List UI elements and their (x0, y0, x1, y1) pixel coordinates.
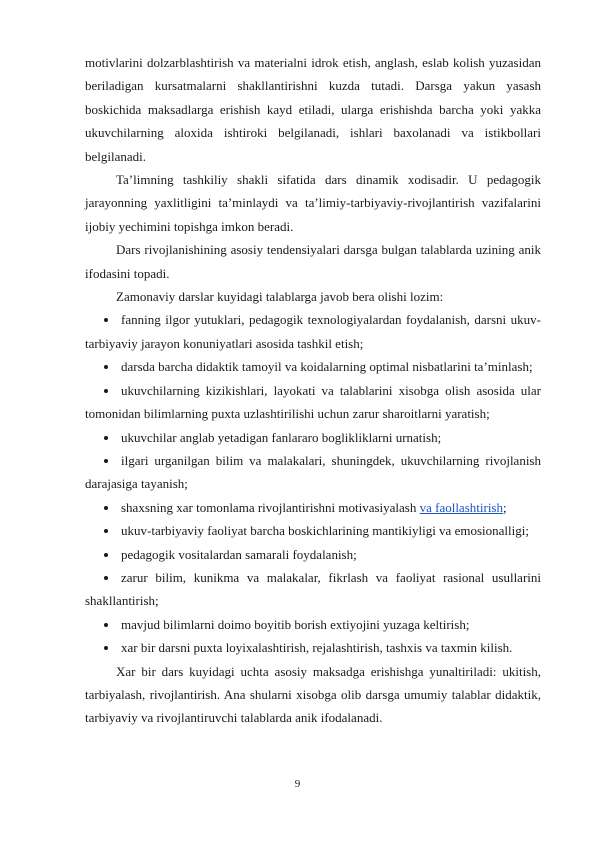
list-item: fanning ilgor yutuklari, pedagogik texnologiyalardan foydalanish, darsni ukuv-tarbiyaviy jarayon konuniyatlari asosida tashkil etish; (85, 312, 541, 351)
paragraph-closing: Xar bir dars kuyidagi uchta asosiy maksadga erishishga yunaltiriladi: ukitish, tarbiyalash, rivojlantirish. Ana shularni xisobga olib darsga umumiy talablar didaktik, tarbiyaviy va rivojlantiruvchi talablarda anik ifodalanadi. (85, 663, 541, 726)
list-item: ukuv-tarbiyaviy faoliyat barcha boskichlarining mantikiyligi va emosionalligi; (85, 519, 541, 542)
bullet-icon (104, 459, 108, 463)
page-number: 9 (294, 778, 301, 790)
list-item: ukuvchilar anglab yetadigan fanlararo boglikliklarni urnatish; (85, 426, 541, 449)
paragraph-intro: motivlarini dolzarblashtirish va materialni idrok etish, anglash, eslab kolish yuzasidan beriladigan kursatmalarni shakllantirishni kuzda tutadi. Darsga yakun yasash boskichida maksadlarga erishish kayd etiladi, ularga erishishda barcha yoki yakka ukuvchilarning aloxida ishtiroki belgilanadi, ishlari baxolanadi va istikbollari belgilanadi. (85, 55, 541, 164)
list-item: xar bir darsni puxta loyixalashtirish, rejalashtirish, tashxis va taxmin kilish. (85, 636, 541, 659)
bullet-icon (104, 365, 108, 369)
paragraph-dars-dinamik: Ta’limning tashkiliy shakli sifatida dars dinamik xodisadir. U pedagogik jarayonning yaxlitligini ta’minlaydi va ta’limiy-tarbiyaviy-rivojlantirish vazifalarini ijobiy yechimini topishga imkon beradi. (85, 172, 541, 234)
document-page (85, 51, 541, 730)
list-item: ilgari urganilgan bilim va malakalari, shuningdek, ukuvchilarning rivojlanish darajasiga tayanish; (85, 452, 541, 492)
faollashtirish-link[interactable]: va faollashtirish (419, 499, 503, 515)
bullet-icon (104, 436, 108, 440)
paragraph-talablar-heading: Zamonaviy darslar kuyidagi talablarga javob bera olishi lozim: (116, 289, 444, 305)
list-item: mavjud bilimlarni doimo boyitib borish extiyojini yuzaga keltirish; (85, 613, 541, 636)
bullet-icon (104, 576, 108, 580)
bullet-icon (104, 646, 108, 650)
bullet-icon (104, 553, 108, 557)
list-item: ukuvchilarning kizikishlari, layokati va talablarini xisobga olish asosida ular tomonidan bilimlarning puxta uzlashtirilishi uchun zarur sharoitlarni yaratish; (85, 382, 541, 422)
paragraph-tendensiyalar: Dars rivojlanishining asosiy tendensiyalari darsga bulgan talablarda uzining anik ifodasini topadi. (85, 242, 541, 281)
list-item: zarur bilim, kunikma va malakalar, fikrlash va faoliyat rasional usullarini shakllantirish; (85, 569, 541, 609)
list-item: shaxsning xar tomonlama rivojlantirishni motivasiyalash va faollashtirish; (85, 496, 541, 519)
bullet-icon (104, 389, 108, 393)
bullet-icon (104, 506, 108, 510)
list-item: darsda barcha didaktik tamoyil va koidalarning optimal nisbatlarini ta’minlash; (85, 355, 541, 378)
bullet-icon (104, 529, 108, 533)
bullet-icon (104, 623, 108, 627)
list-item: pedagogik vositalardan samarali foydalanish; (85, 543, 541, 566)
requirements-list (85, 308, 541, 659)
bullet-icon (104, 318, 108, 322)
